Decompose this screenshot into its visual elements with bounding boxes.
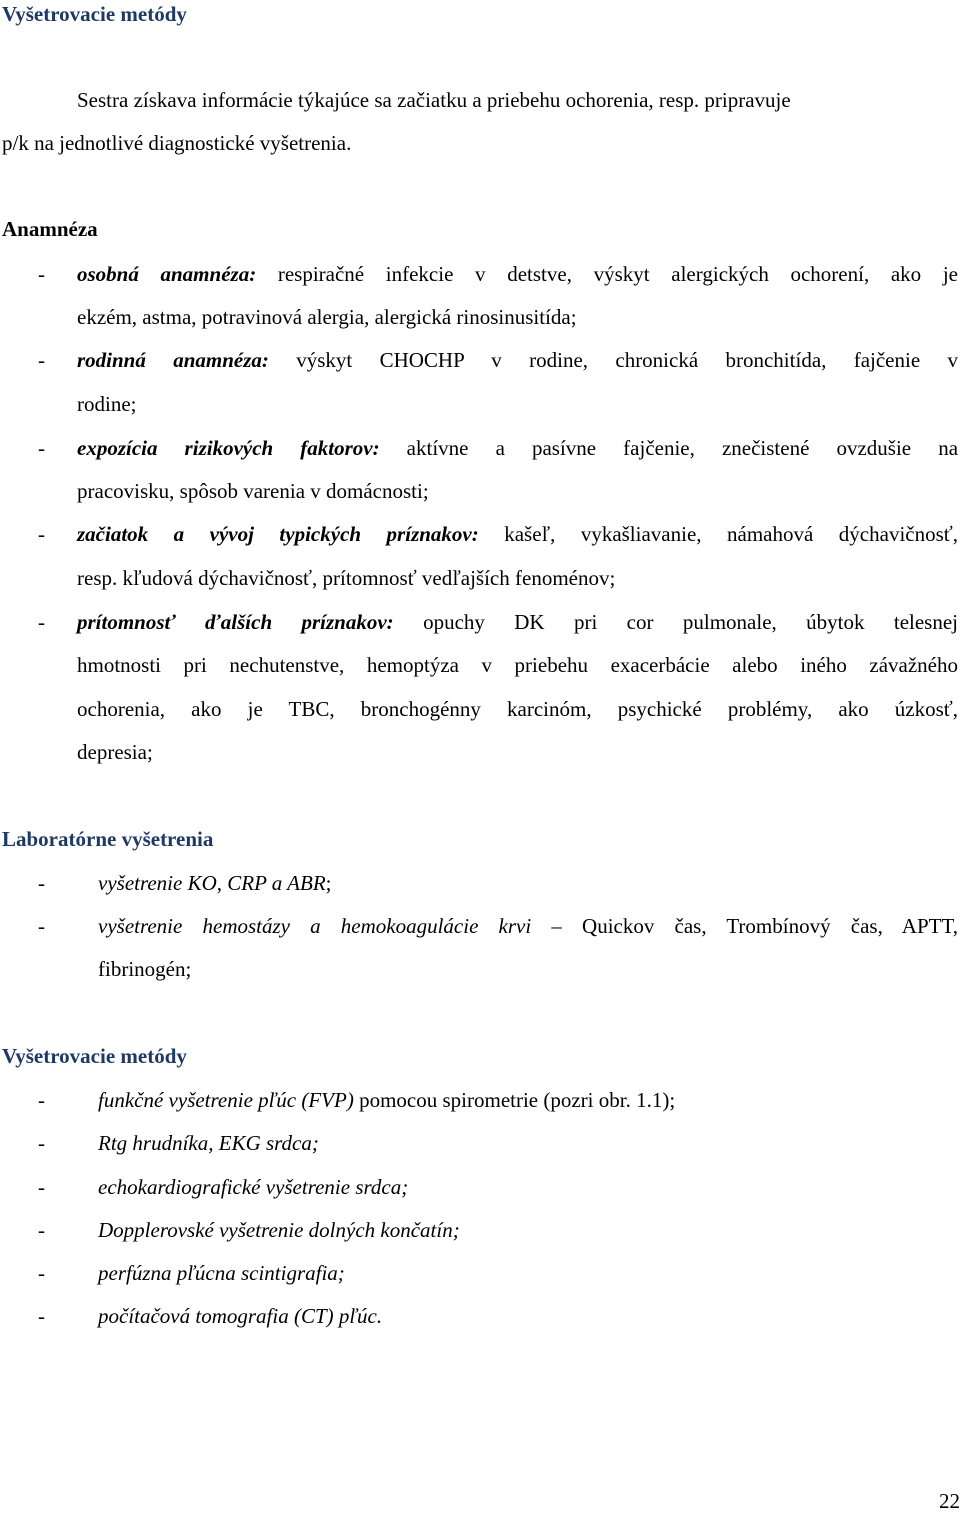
list-item-line bbox=[77, 522, 958, 547]
list-item-line: depresia; bbox=[77, 740, 153, 764]
list-dash: - bbox=[38, 1261, 45, 1285]
item-text: ; bbox=[325, 871, 332, 895]
list-item-line bbox=[77, 436, 958, 461]
section-title-vysetrovacie-metody-2: Vyšetrovacie metódy bbox=[2, 1044, 187, 1068]
list-dash: - bbox=[38, 436, 45, 460]
item-text: – Quickov čas, Trombínový čas, APTT, bbox=[531, 914, 959, 938]
item-label: rodinná anamnéza: bbox=[77, 348, 269, 372]
list-dash: - bbox=[38, 914, 45, 938]
list-dash: - bbox=[38, 522, 45, 546]
list-item-line: perfúzna pľúcna scintigrafia; bbox=[98, 1261, 345, 1285]
list-item-line: hmotnosti pri nechutenstve, hemoptýza v priebehu exacerbácie alebo iného závažného bbox=[77, 653, 958, 677]
list-item-line bbox=[98, 871, 332, 896]
item-text: pomocou spirometrie (pozri obr. 1.1); bbox=[353, 1088, 676, 1112]
list-dash: - bbox=[38, 1088, 45, 1112]
section-title-anamneza: Anamnéza bbox=[2, 217, 98, 241]
list-item-line: Rtg hrudníka, EKG srdca; bbox=[98, 1131, 319, 1155]
list-dash: - bbox=[38, 610, 45, 634]
intro-paragraph-line-2: p/k na jednotlivé diagnostické vyšetrenia. bbox=[2, 131, 352, 155]
section-title-vysetrovacie-metody: Vyšetrovacie metódy bbox=[2, 2, 187, 26]
item-text: opuchy DK pri cor pulmonale, úbytok telesnej bbox=[393, 610, 958, 634]
item-label: expozícia rizikových faktorov: bbox=[77, 436, 380, 460]
list-dash: - bbox=[38, 1304, 45, 1328]
list-item-line: rodine; bbox=[77, 392, 137, 416]
page-number: 22 bbox=[939, 1489, 960, 1513]
list-item-line: Dopplerovské vyšetrenie dolných končatín; bbox=[98, 1218, 460, 1242]
list-item-line bbox=[98, 1088, 675, 1113]
item-label: osobná anamnéza: bbox=[77, 262, 257, 286]
list-dash: - bbox=[38, 1218, 45, 1242]
item-text: respiračné infekcie v detstve, výskyt alergických ochorení, ako je bbox=[256, 262, 958, 286]
item-italic: funkčné vyšetrenie pľúc (FVP) bbox=[98, 1088, 354, 1112]
list-dash: - bbox=[38, 262, 45, 286]
list-item-line: echokardiografické vyšetrenie srdca; bbox=[98, 1175, 409, 1199]
item-text: výskyt CHOCHP v rodine, chronická bronchitída, fajčenie v bbox=[268, 348, 958, 372]
list-item-line bbox=[77, 348, 958, 373]
list-dash: - bbox=[38, 1175, 45, 1199]
list-item-line bbox=[98, 914, 958, 939]
item-italic: vyšetrenie KO, CRP a ABR bbox=[98, 871, 326, 895]
item-italic: vyšetrenie hemostázy a hemokoagulácie krvi bbox=[98, 914, 532, 938]
section-title-laboratorne-vysetrenia: Laboratórne vyšetrenia bbox=[2, 827, 214, 851]
list-item-line: ekzém, astma, potravinová alergia, alergická rinosinusitída; bbox=[77, 305, 577, 329]
list-dash: - bbox=[38, 871, 45, 895]
list-item-line: pracovisku, spôsob varenia v domácnosti; bbox=[77, 479, 429, 503]
item-label: začiatok a vývoj typických príznakov: bbox=[77, 522, 479, 546]
list-item-line bbox=[77, 610, 958, 635]
item-label: prítomnosť ďalších príznakov: bbox=[77, 610, 394, 634]
intro-paragraph-line-1: Sestra získava informácie týkajúce sa začiatku a priebehu ochorenia, resp. pripravuje bbox=[77, 88, 791, 112]
list-dash: - bbox=[38, 1131, 45, 1155]
list-dash: - bbox=[38, 348, 45, 372]
list-item-line bbox=[77, 262, 958, 287]
list-item-line: počítačová tomografia (CT) pľúc. bbox=[98, 1304, 383, 1328]
item-text: kašeľ, vykašliavanie, námahová dýchavičnosť, bbox=[478, 522, 958, 546]
list-item-line: ochorenia, ako je TBC, bronchogénny karcinóm, psychické problémy, ako úzkosť, bbox=[77, 697, 958, 721]
list-item-line: resp. kľudová dýchavičnosť, prítomnosť vedľajších fenoménov; bbox=[77, 566, 616, 590]
item-text: aktívne a pasívne fajčenie, znečistené ovzdušie na bbox=[379, 436, 959, 460]
list-item-line: fibrinogén; bbox=[98, 957, 192, 981]
